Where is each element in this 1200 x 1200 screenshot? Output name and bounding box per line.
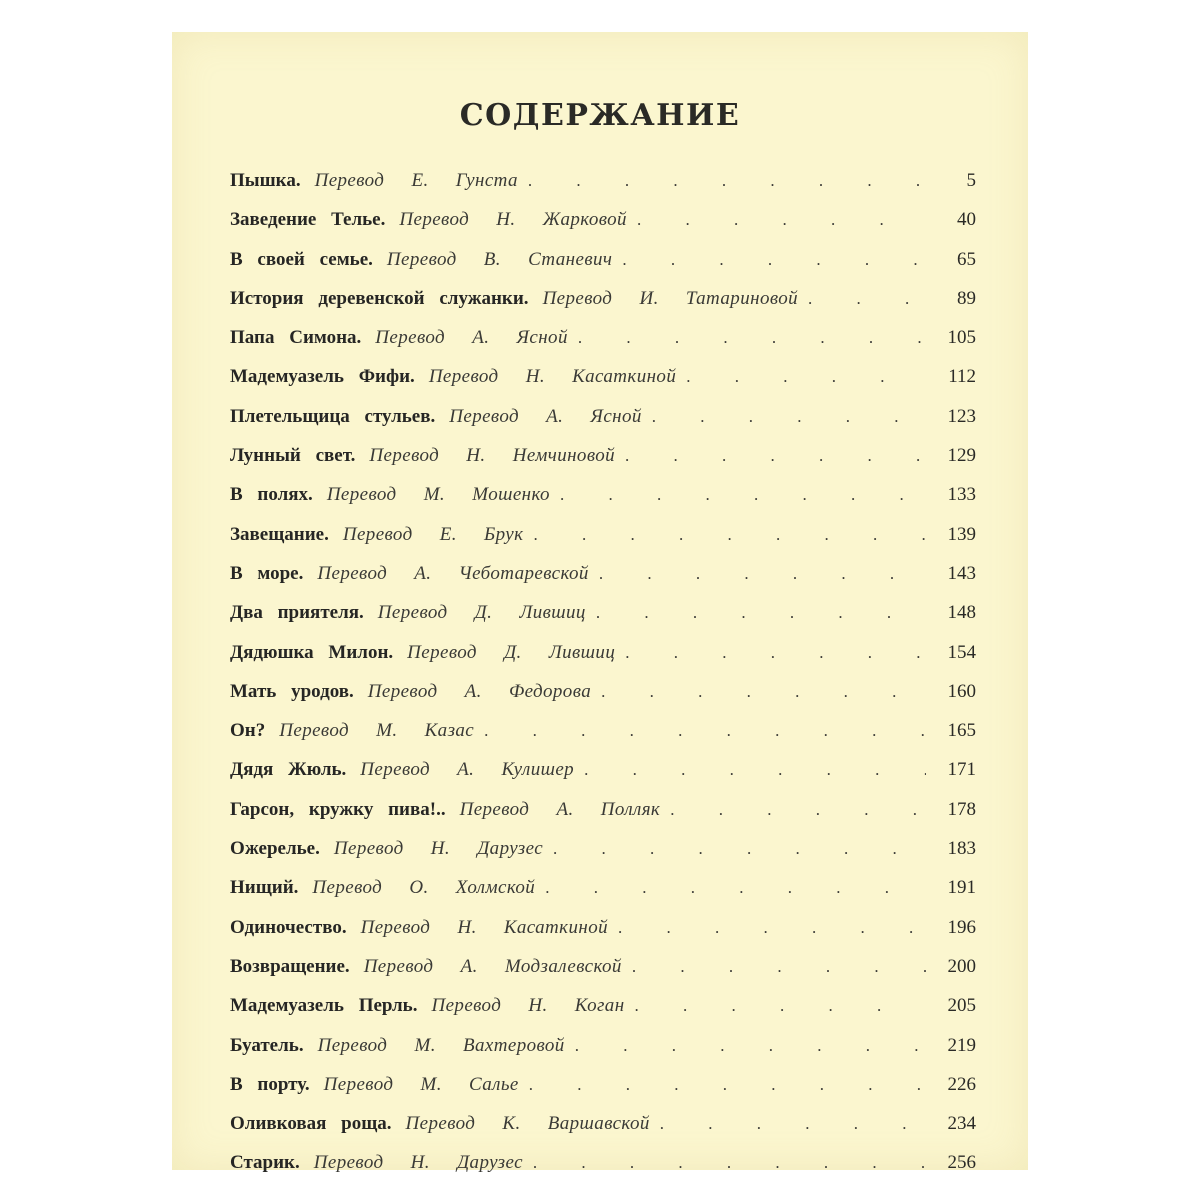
page-number: 105 [947,327,976,349]
dot-leader [635,996,926,1016]
toc-entry [230,602,976,641]
dot-leader [578,328,926,348]
translator-credit: Перевод Е. Брук [342,523,524,545]
story-title: Дядюшка Милон. [230,641,394,663]
dot-leader [553,839,926,859]
dot-leader [625,643,926,663]
toc-entry [230,799,976,838]
translator-credit: Перевод О. Холмской [312,877,536,899]
translator-credit: Перевод М. Мошенко [326,484,550,506]
toc-entry [230,524,976,563]
translator-credit: Перевод А. Федорова [367,680,592,702]
page-number: 112 [948,366,976,388]
dot-leader [533,525,926,545]
toc-entry [230,563,976,602]
story-title: Мадемуазель Фифи. [230,366,415,388]
translator-credit: Перевод Н. Жарковой [399,209,627,231]
translator-credit: Перевод К. Варшавской [405,1113,650,1135]
page-number: 40 [957,209,976,231]
story-title: Оливковая роща. [230,1113,392,1135]
toc-entry [230,720,976,759]
story-title: В полях. [230,484,313,506]
page-number: 123 [947,405,976,427]
story-title: Папа Симона. [230,327,362,349]
book-page [172,32,1028,1174]
dot-leader [599,564,926,584]
page-number: 139 [947,523,976,545]
page-number: 226 [947,1073,976,1095]
dot-leader [545,878,926,898]
story-title: В море. [230,562,304,584]
dot-leader [632,957,926,977]
translator-credit: Перевод Н. Дарузес [333,838,544,860]
story-title: Заведение Телье. [230,209,386,231]
translator-credit: Перевод А. Кулишер [360,759,575,781]
toc-entry [230,445,976,484]
story-title: Завещание. [230,523,329,545]
toc-entry [230,484,976,523]
translator-credit: Перевод В. Станевич [386,248,613,270]
page-number: 200 [947,955,976,977]
toc-entry [230,327,976,366]
translator-credit: Перевод А. Ясной [375,327,568,349]
page-number: 89 [957,287,976,309]
translator-credit: Перевод А. Ясной [449,405,642,427]
translator-credit: Перевод Д. Лившиц [407,641,616,663]
page-number: 205 [947,995,976,1017]
translator-credit: Перевод Н. Коган [431,995,625,1017]
page-number: 143 [947,562,976,584]
translator-credit: Перевод Н. Немчиновой [369,445,616,467]
toc-entry [230,877,976,916]
toc-entry [230,956,976,995]
translator-credit: Перевод А. Полляк [459,798,661,820]
story-title: Пышка. [230,170,301,191]
story-title: История деревенской служанки. [230,287,529,309]
toc-entry [230,1113,976,1152]
toc-entry [230,170,976,209]
page-number: 196 [947,916,976,938]
story-title: Нищий. [230,877,299,899]
dot-leader [618,918,926,938]
table-of-contents [230,170,976,1192]
story-title: Лунный свет. [230,445,356,467]
dot-leader [528,171,926,191]
translator-credit: Перевод А. Модзалевской [363,955,622,977]
page-number: 165 [947,720,976,742]
story-title: Одиночество. [230,916,347,938]
translator-credit: Перевод Н. Касаткиной [360,916,608,938]
toc-entry [230,209,976,248]
toc-entry [230,1152,976,1191]
story-title: Буатель. [230,1034,304,1056]
story-title: Дядя Жюль. [230,759,347,781]
translator-credit: Перевод Н. Дарузес [313,1152,523,1174]
story-title: Старик. [230,1152,300,1174]
toc-entry [230,1035,976,1074]
dot-leader [529,1075,926,1095]
dot-leader [601,682,926,702]
page-number: 133 [947,484,976,506]
story-title: Гарсон, кружку пива!.. [230,798,446,820]
page-number: 234 [947,1113,976,1135]
dot-leader [584,760,926,780]
page-number: 171 [947,759,976,781]
toc-entry [230,995,976,1034]
translator-credit: Перевод А. Чеботаревской [317,562,589,584]
page-number: 183 [947,838,976,860]
dot-leader [652,407,926,427]
page-number: 256 [947,1152,976,1174]
toc-entry [230,642,976,681]
translator-credit: Перевод М. Казас [279,720,475,742]
toc-entry [230,917,976,956]
translator-credit: Перевод И. Татариновой [542,287,799,309]
translator-credit: Перевод М. Вахтеровой [317,1034,565,1056]
translator-credit: Перевод Е. Гунста [314,170,518,191]
page-number: 178 [947,798,976,820]
dot-leader [637,210,926,230]
translator-credit: Перевод М. Салье [323,1073,519,1095]
dot-leader [808,289,926,309]
dot-leader [533,1153,926,1173]
story-title: Ожерелье. [230,838,320,860]
dot-leader [625,446,926,466]
toc-entry [230,759,976,798]
story-title: Мадемуазель Перль. [230,995,418,1017]
toc-entry [230,366,976,405]
dot-leader [575,1036,926,1056]
story-title: Он? [230,720,266,742]
story-title: Два приятеля. [230,602,364,624]
toc-entry [230,288,976,327]
translator-credit: Перевод Н. Касаткиной [428,366,677,388]
page-number: 65 [957,248,976,270]
page-title: СОДЕРЖАНИЕ [459,98,741,133]
page-number: 148 [947,602,976,624]
story-title: Мать уродов. [230,680,354,702]
page-number: 219 [947,1034,976,1056]
toc-entry [230,406,976,445]
toc-entry [230,1074,976,1113]
translator-credit: Перевод Д. Лившиц [377,602,586,624]
story-title: Возвращение. [230,955,350,977]
story-title: В своей семье. [230,248,373,270]
page-number: 191 [947,877,976,899]
page-number: 129 [947,445,976,467]
page-number: 5 [966,170,976,191]
page-number: 154 [947,641,976,663]
dot-leader [560,485,926,505]
story-title: В порту. [230,1073,310,1095]
toc-entry [230,681,976,720]
toc-entry [230,249,976,288]
page-number: 160 [947,680,976,702]
dot-leader [484,721,926,741]
dot-leader [686,367,926,387]
dot-leader [670,800,926,820]
dot-leader [596,603,926,623]
dot-leader [660,1114,926,1134]
toc-entry [230,838,976,877]
story-title: Плетельщица стульев. [230,405,436,427]
dot-leader [622,250,926,270]
